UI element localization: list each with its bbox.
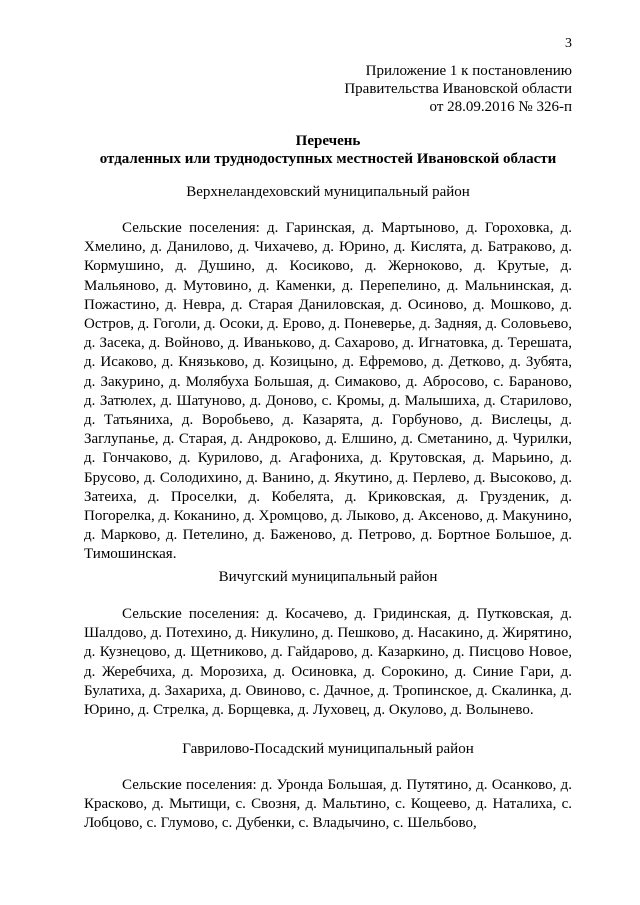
district-title: Гаврилово-Посадский муниципальный район xyxy=(182,741,474,757)
annex-line-1: Приложение 1 к постановлению xyxy=(365,63,572,79)
title-line-2: отдаленных или труднодоступных местностей Ивановской области xyxy=(99,151,557,167)
settlements-paragraph: Сельские поселения: д. Уронда Большая, д. Путятино, д. Осанково, д. Красково, д. Мытищи, с. Свозня, д. Мальтино, с. Кощеево, д. Наталиха, с. Лобцово, с. Глумово, с. Дубенки, с. Владычино, с. Шельбово, xyxy=(84,777,572,832)
district-section xyxy=(84,568,572,720)
district-title: Вичугский муниципальный район xyxy=(218,569,438,585)
settlements-paragraph: Сельские поселения: д. Косачево, д. Гридинская, д. Путковская, д. Шалдово, д. Потехино, д. Никулино, д. Пешково, д. Насакино, д. Жирятино, д. Кузнецово, д. Щетниково, д. Гайдарово, д. Казаркино, д. Писцово Новое, д. Жеребчиха, д. Морозиха, д. Осиновка, д. Сорокино, д. Синие Гари, д. Булатиха, д. Захариха, д. Овиново, с. Дачное, д. Тропинское, д. Скалинка, д. Юрино, д. Стрелка, д. Борщевка, д. Луховец, д. Окулово, д. Волынево. xyxy=(84,606,572,719)
district-section xyxy=(84,740,572,834)
title-line-1: Перечень xyxy=(295,133,361,149)
settlements-paragraph: Сельские поселения: д. Гаринская, д. Мартыново, д. Гороховка, д. Хмелино, д. Данилово, д. Чихачево, д. Юрино, д. Кислята, д. Батраково, д. Кормушино, д. Душино, д. Косиково, д. Жерноково, д. Крутые, д. Мальяново, д. Мутовино, д. Каменки, д. Перепелино, д. Мальнинская, д. Пожастино, д. Невра, д. Старая Даниловская, д. Осиново, д. Мошково, д. Остров, д. Гоголи, д. Осоки, д. Ерово, д. Поневерье, д. Задняя, д. Соловьево, д. Засека, д. Войново, д. Иваньково, д. Сахарово, д. Игнатовка, д. Терешата, д. Исаково, д. Князьково, д. Козицыно, д. Ефремово, д. Детково, д. Зубята, д. Закурино, д. Молябуха Большая, д. Симаково, д. Абросово, с. Бараново, д. Затюлех, д. Шатуново, д. Доново, с. Кромы, д. Малышиха, д. Старилово, д. Татьяниха, д. Воробьево, д. Казарята, д. Горбуново, д. Вислецы, д. Заглупанье, д. Старая, д. Андроково, д. Елшино, д. Сметанино, д. Чурилки, д. Гончаково, д. Курилово, д. Агафониха, д. Крутовская, д. Марьино, д. Брусово, д. Солодихино, д. Ванино, д. Якутино, д. Перлево, д. Высоково, д. Затеиха, д. Проселки, д. Кобелята, д. Криковская, д. Грузденик, д. Погорелка, д. Коканино, д. Хромцово, д. Лыково, д. Аксеново, д. Макунино, д. Марково, д. Петелино, д. Баженово, д. Петрово, д. Бортное Большое, д. Тимошинская. xyxy=(84,220,572,563)
annex-line-3: от 28.09.2016 № 326-п xyxy=(429,99,572,115)
annex-header xyxy=(344,62,572,116)
annex-line-2: Правительства Ивановской области xyxy=(344,81,572,97)
page-number: 3 xyxy=(565,36,572,51)
district-title: Верхнеландеховский муниципальный район xyxy=(186,184,470,200)
document-title xyxy=(84,132,572,168)
district-section xyxy=(84,183,572,565)
